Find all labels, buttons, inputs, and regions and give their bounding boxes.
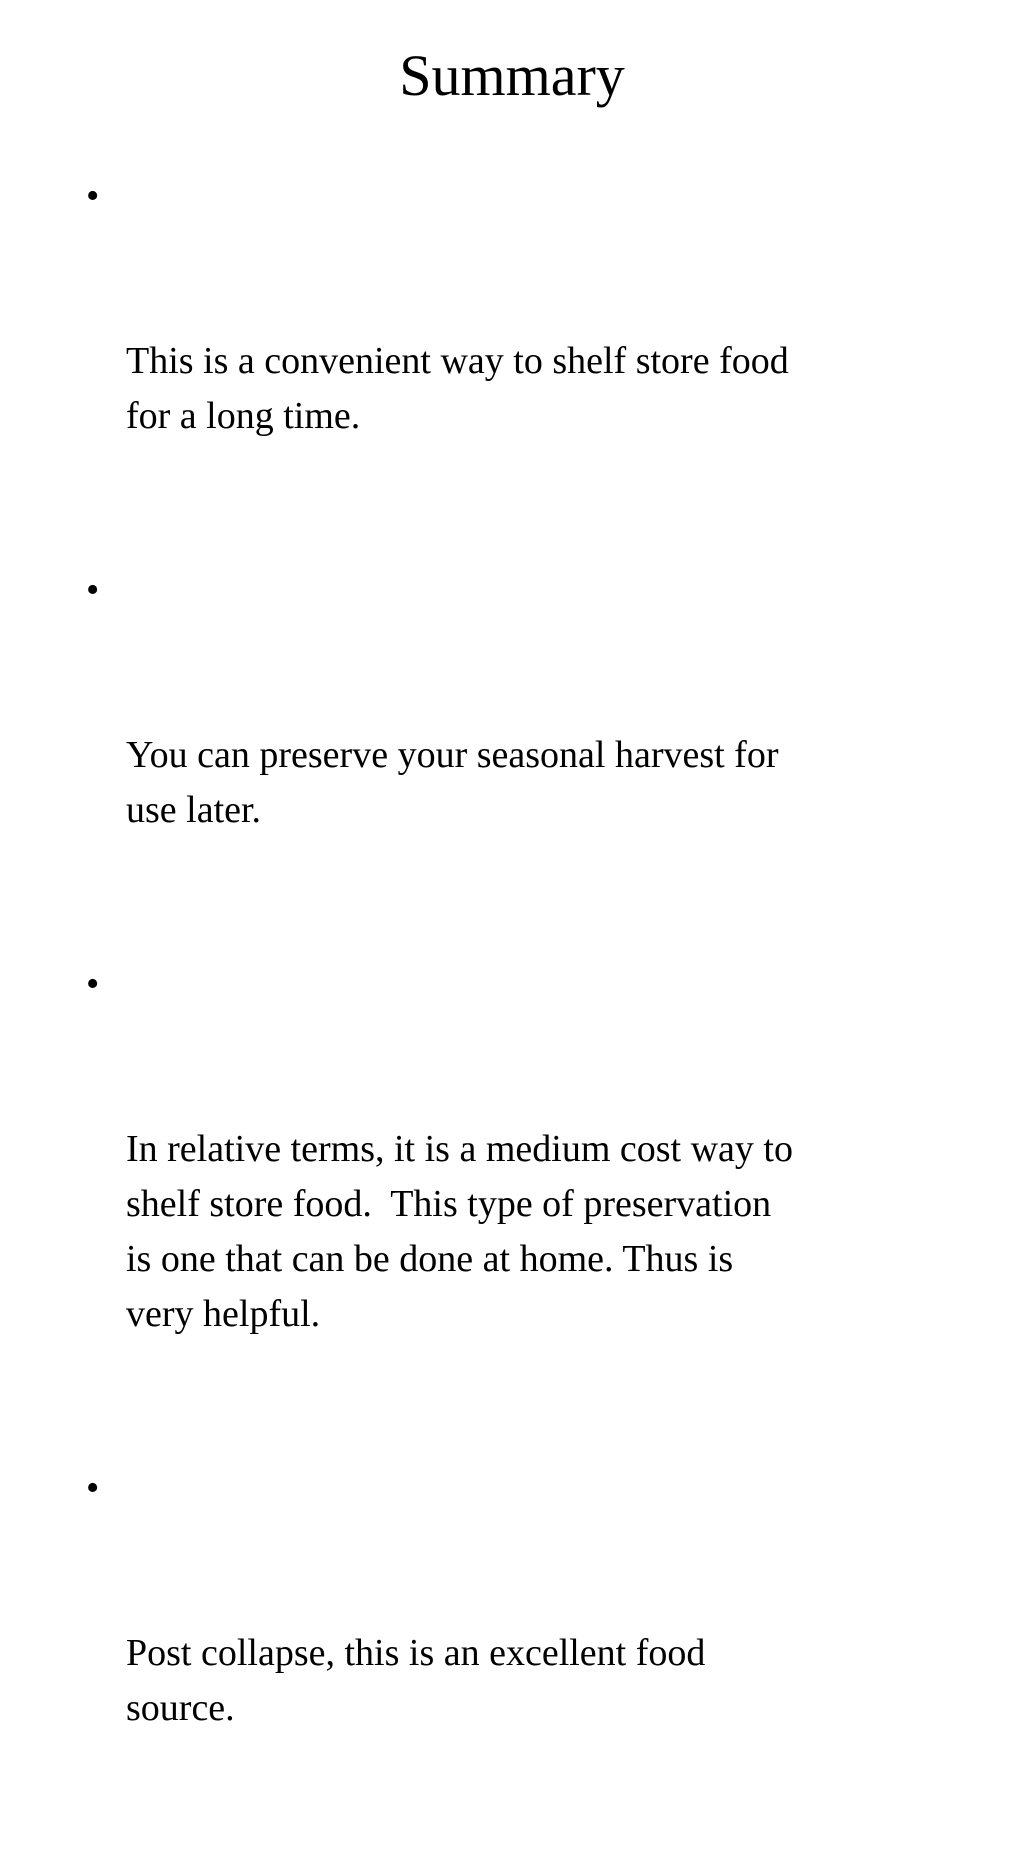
bullet-marker: • (86, 1467, 100, 1509)
bullet-item (86, 1461, 946, 1846)
slide-title: Summary (399, 43, 625, 108)
bullet-text: You can preserve your seasonal harvest for use later. (126, 734, 779, 831)
bullet-text: This is a convenient way to shelf store food for a long time. (126, 340, 789, 437)
bullet-list (86, 169, 946, 1855)
bullet-marker: • (86, 175, 100, 217)
bullet-item (86, 169, 946, 554)
bullet-marker: • (86, 963, 100, 1005)
bullet-item (86, 957, 946, 1452)
bullet-marker: • (86, 569, 100, 611)
bullet-text: In relative terms, it is a medium cost way to shelf store food. This type of preservation is one that can be done at home. Thus is very helpful. (126, 1128, 793, 1335)
bullet-item (86, 563, 946, 948)
bullet-text: Post collapse, this is an excellent food source. (126, 1632, 706, 1729)
